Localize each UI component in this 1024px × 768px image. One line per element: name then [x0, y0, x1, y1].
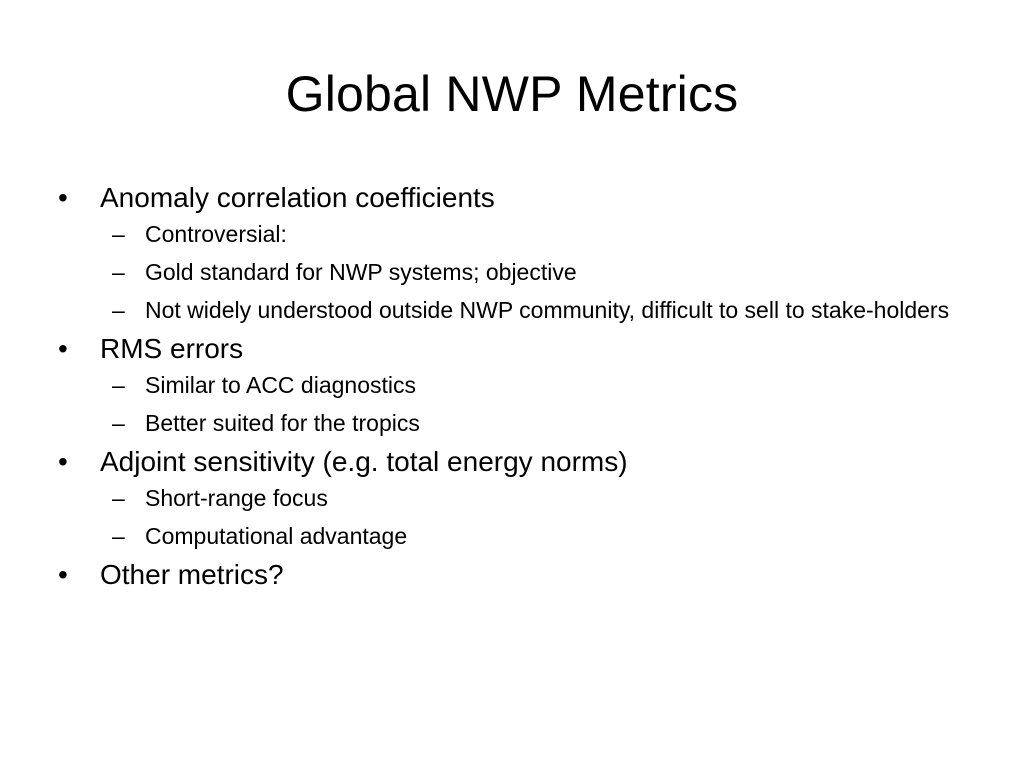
sub-item [56, 484, 976, 513]
sub-marker: – [112, 297, 125, 323]
sub-list [56, 220, 976, 325]
bullet-item [56, 444, 976, 480]
sub-text: Controversial: [145, 221, 287, 247]
sub-text: Similar to ACC diagnostics [145, 372, 416, 398]
sub-item [56, 220, 976, 249]
bullet-list [56, 180, 976, 595]
sub-text: Gold standard for NWP systems; objective [145, 259, 577, 285]
sub-marker: – [112, 221, 125, 247]
sub-marker: – [112, 372, 125, 398]
sub-marker: – [112, 259, 125, 285]
bullet-item [56, 331, 976, 367]
sub-list [56, 484, 976, 551]
sub-item [56, 522, 976, 551]
bullet-marker: • [58, 333, 68, 364]
sub-text: Better suited for the tropics [145, 410, 420, 436]
bullet-text: Adjoint sensitivity (e.g. total energy norms) [100, 446, 628, 477]
sub-item [56, 258, 976, 287]
slide-title: Global NWP Metrics [285, 66, 739, 122]
sub-item [56, 409, 976, 438]
sub-item [56, 371, 976, 400]
sub-marker: – [112, 523, 125, 549]
sub-marker: – [112, 485, 125, 511]
bullet-item [56, 557, 976, 593]
bullet-marker: • [58, 446, 68, 477]
sub-marker: – [112, 410, 125, 436]
bullet-text: Other metrics? [100, 559, 284, 590]
sub-text: Short-range focus [145, 485, 328, 511]
sub-item [56, 296, 976, 325]
bullet-text: RMS errors [100, 333, 244, 364]
bullet-item [56, 180, 976, 216]
sub-text: Not widely understood outside NWP community, difficult to sell to stake-holders [145, 297, 950, 323]
bullet-marker: • [58, 182, 68, 213]
sub-text: Computational advantage [145, 523, 408, 549]
bullet-text: Anomaly correlation coefficients [100, 182, 495, 213]
sub-list [56, 371, 976, 438]
bullet-marker: • [58, 559, 68, 590]
